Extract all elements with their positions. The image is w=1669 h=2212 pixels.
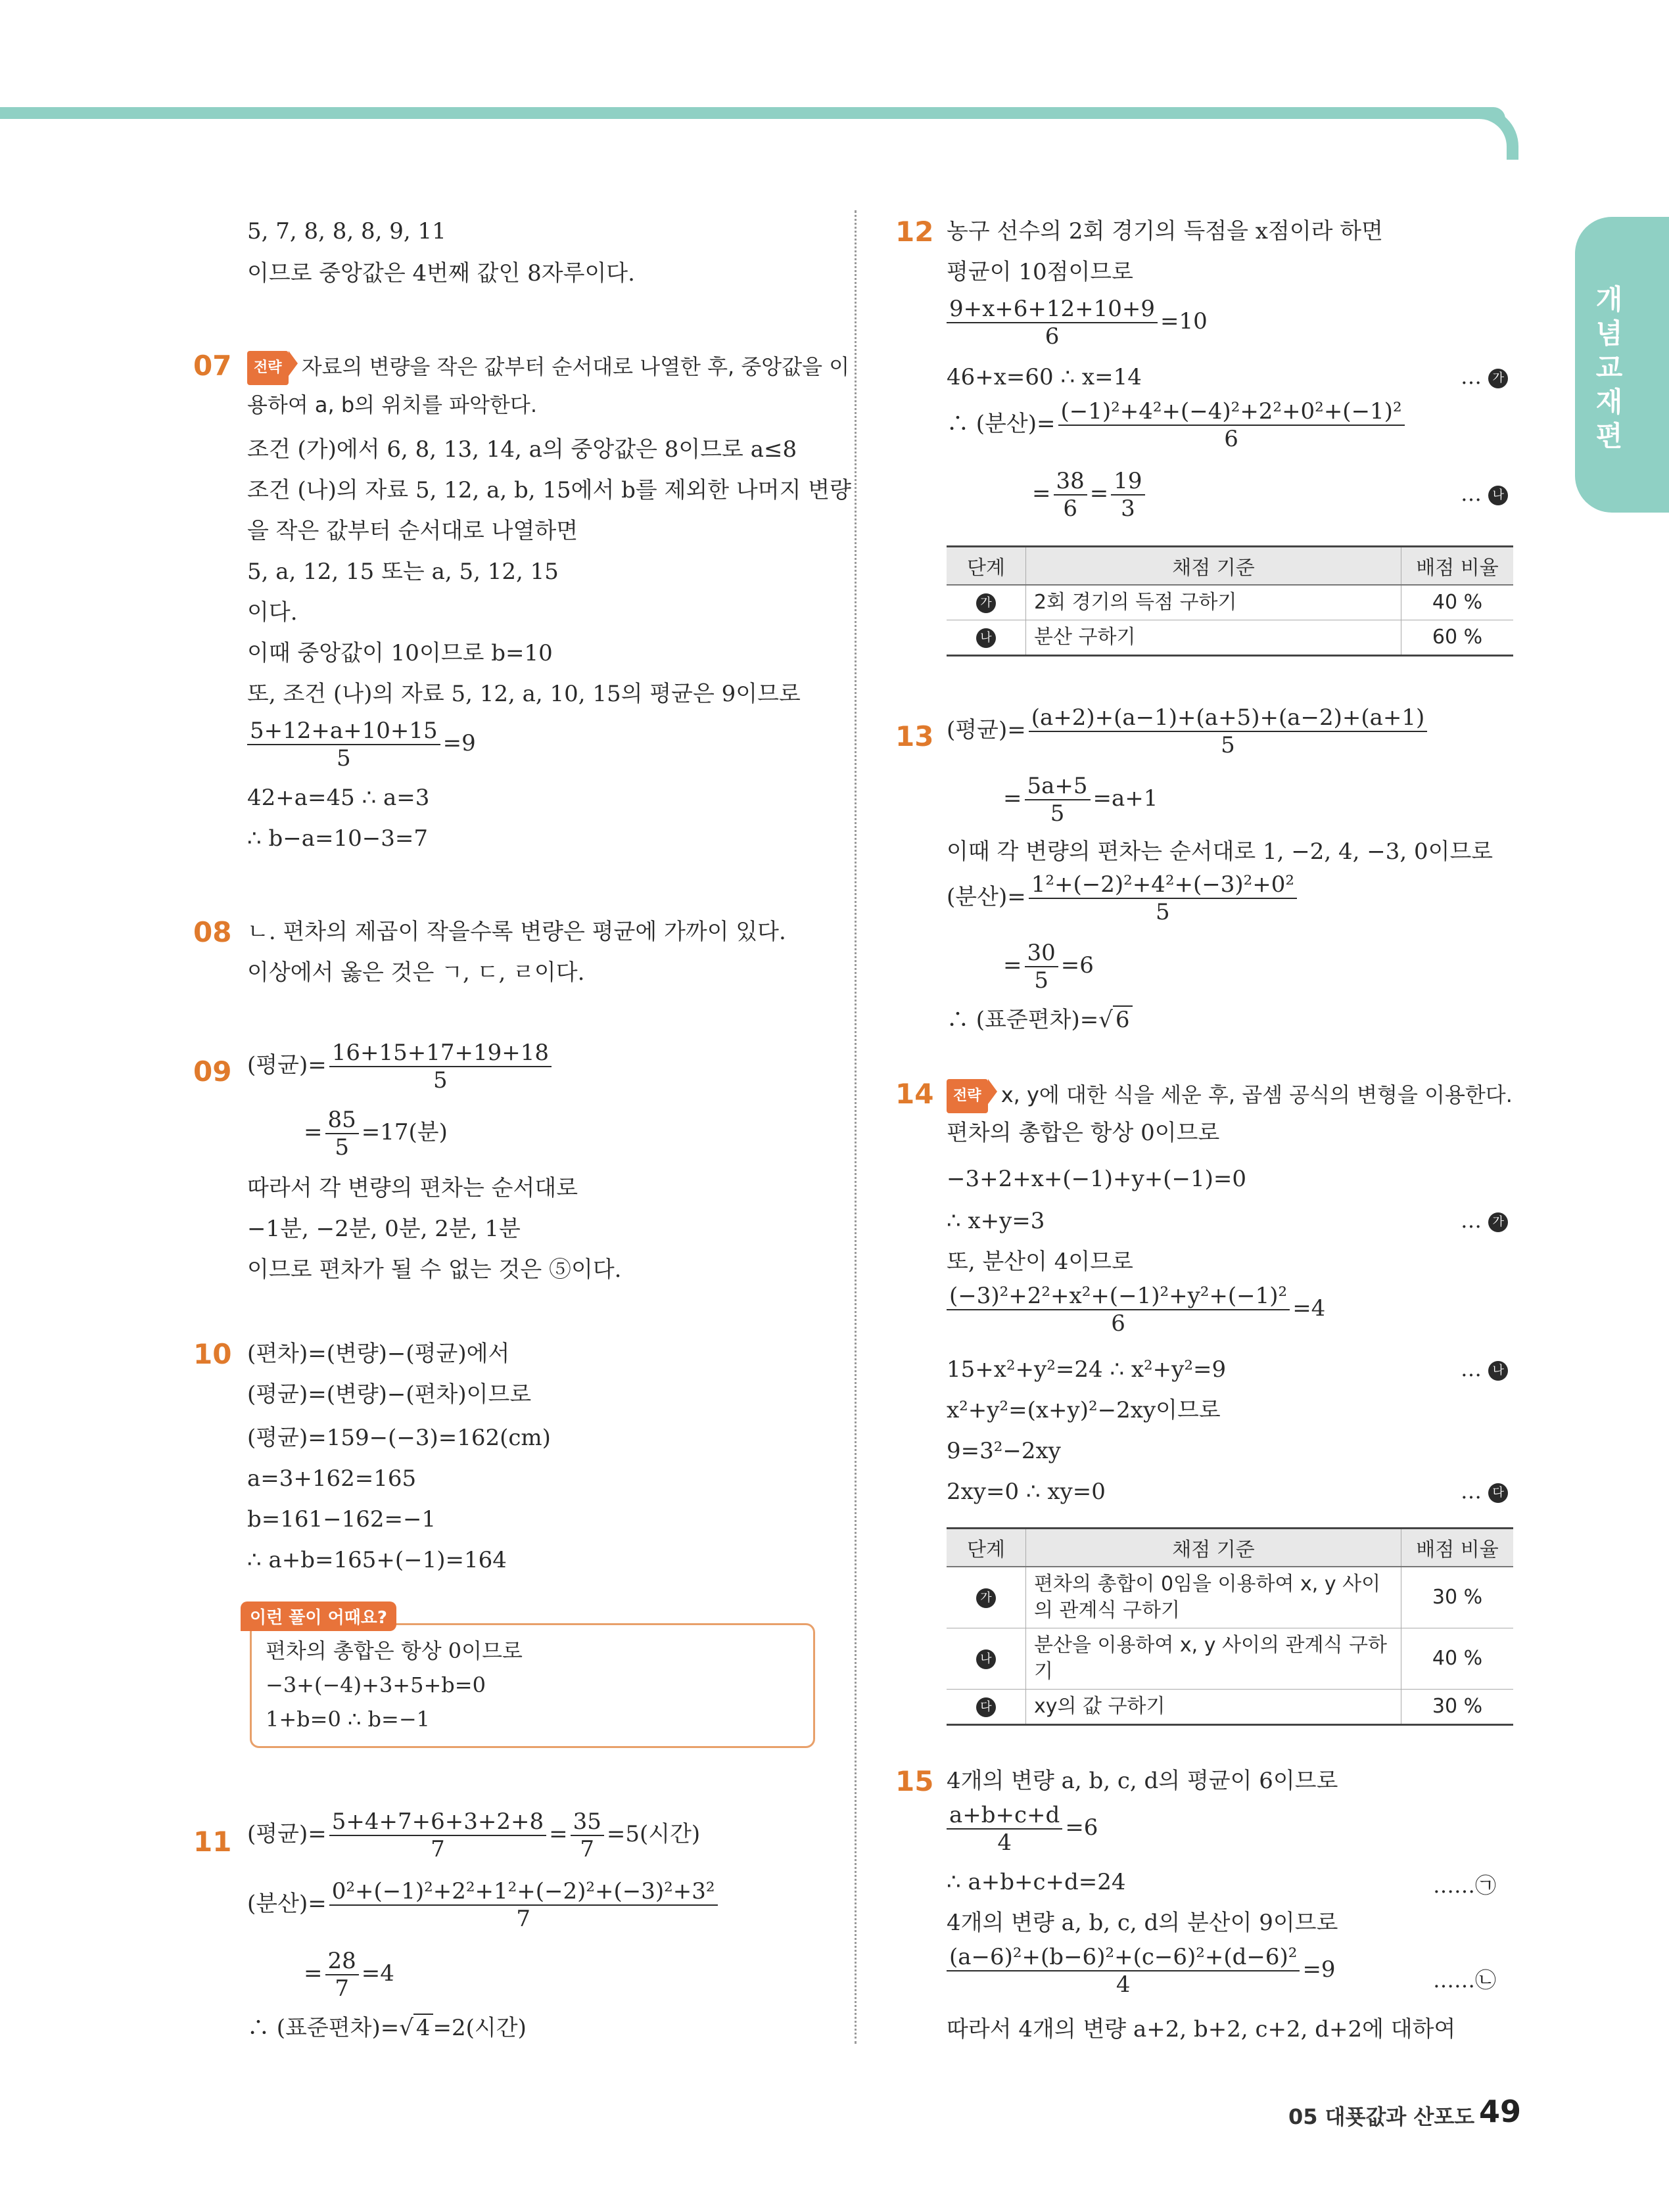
p15-line-4: 따라서 4개의 변량 a+2, b+2, c+2, d+2에 대하여 [947, 2016, 1456, 2042]
p12-score-table [947, 545, 1513, 657]
strategy-07-text: 자료의 변량을 작은 값부터 순서대로 나열한 후, 중앙값을 이 [301, 354, 850, 379]
problem-number-14: 14 [895, 1078, 934, 1110]
p12-fraction-3b: $\frac{19}{3}$ [1111, 468, 1144, 522]
table-cell: 분산을 이용하여 x, y 사이의 관계식 구하기 [1026, 1628, 1401, 1690]
p13-mean-line: (평균)= $\frac{(a+2)+(a-1)+(a+5)+(a-2)+(a+1)}{5}$ [947, 704, 1430, 758]
p09-fraction-2: $\frac{85}{5}$ [325, 1107, 359, 1161]
p15-mark-1: ……㉠ [1433, 1873, 1497, 1898]
p11-variance-line: (분산)= $\frac{\text{0²+(−1)²+2²+1²+(−2)²+(−3)²+3²}}{7}$ [247, 1878, 720, 1932]
tip-line-3: 1+b=0 ∴ b=−1 [266, 1707, 430, 1732]
problem-number-08: 08 [193, 916, 232, 948]
p07-fraction: $\frac{5+12+a+10+15}{5}$ [247, 718, 440, 772]
table-header: 배점 비율 [1401, 547, 1514, 586]
p13-std-line: ∴ (표준편차)=√ 6 [947, 1005, 1133, 1034]
step-mark-icon: 가 [976, 593, 996, 613]
table-cell: 60 % [1401, 620, 1514, 656]
p07-line-1: 조건 (가)에서 6, 8, 13, 14, a의 중앙값은 8이므로 a≤8 [247, 436, 797, 463]
p07-line-8: 42+a=45 ∴ a=3 [247, 785, 430, 811]
p15-line-3: 4개의 변량 a, b, c, d의 분산이 9이므로 [947, 1910, 1338, 1936]
p09-line-2: −1분, −2분, 0분, 2분, 1분 [247, 1216, 521, 1242]
p11-fraction-1b: $\frac{35}{7}$ [571, 1809, 604, 1862]
p13-variance-line: (분산)= $\frac{\text{1²+(−2)²+4²+(−3)²+0²}}{5}$ [947, 871, 1300, 925]
table-header: 단계 [947, 547, 1026, 586]
p12-fraction-3a: $\frac{38}{6}$ [1054, 468, 1087, 522]
p09-result-line: = $\frac{85}{5}$ =17(분) [304, 1107, 448, 1161]
p07-line-6: 이때 중앙값이 10이므로 b=10 [247, 640, 553, 666]
problem-number-10: 10 [193, 1338, 232, 1370]
p09-line-1: 따라서 각 변량의 편차는 순서대로 [247, 1175, 578, 1201]
step-mark-icon: 다 [1488, 1483, 1508, 1503]
problem-number-09: 09 [193, 1055, 232, 1088]
p07-line-9: ∴ b−a=10−3=7 [247, 825, 428, 852]
p14-line-3: ∴ x+y=3 [947, 1208, 1045, 1234]
p13-fraction-3: $\frac{\text{1²+(−2)²+4²+(−3)²+0²}}{5}$ [1029, 871, 1297, 925]
p15-fraction-line-1: $\frac{a+b+c+d}{4}$ =6 [944, 1802, 1098, 1856]
p08-line-2: 이상에서 옳은 것은 ㄱ, ㄷ, ㄹ이다. [247, 959, 585, 986]
p09-fraction-1: $\frac{16+15+17+19+18}{5}$ [329, 1040, 552, 1094]
table-cell: 분산 구하기 [1026, 620, 1401, 656]
p12-mark-2: … 나 [1461, 481, 1508, 506]
p15-line-2: ∴ a+b+c+d=24 [947, 1869, 1126, 1895]
p12-variance-line: ∴ (분산)= $\frac{\text{(−1)²+4²+(−4)²+2²+0²+(−1)²}}{6}$ [947, 398, 1407, 452]
p14-line-6: x²+y²=(x+y)²−2xy이므로 [947, 1397, 1221, 1423]
step-mark-icon: 나 [1488, 486, 1508, 505]
p13-mean-result: = $\frac{5a+5}{5}$ =a+1 [1003, 773, 1158, 827]
tip-label: 이런 풀이 어때요? [241, 1601, 396, 1631]
chapter-footer: 05 대푯값과 산포도 [1288, 2104, 1475, 2129]
intro-line-1: 5, 7, 8, 8, 8, 9, 11 [247, 218, 446, 244]
p13-fraction-4: $\frac{30}{5}$ [1025, 940, 1058, 994]
tip-line-1: 편차의 총합은 항상 0이므로 [266, 1638, 523, 1663]
strategy-badge: 전략 [247, 351, 289, 385]
table-cell: 편차의 총합이 0임을 이용하여 x, y 사이의 관계식 구하기 [1026, 1567, 1401, 1628]
p14-line-5: 15+x²+y²=24 ∴ x²+y²=9 [947, 1356, 1227, 1383]
p12-fraction-2: $\frac{\text{(−1)²+4²+(−4)²+2²+0²+(−1)²}}{6}$ [1058, 398, 1405, 452]
p10-line-1: (편차)=(변량)−(평균)에서 [247, 1341, 510, 1367]
p14-fraction-1: $\frac{\text{(−3)²+2²+x²+(−1)²+y²+(−1)²}}{6}$ [947, 1283, 1290, 1337]
side-tab-label: 개념교재편 [1595, 283, 1623, 452]
problem-number-12: 12 [895, 216, 934, 248]
intro-line-2: 이므로 중앙값은 4번째 값인 8자루이다. [247, 260, 635, 287]
p12-variance-result: = $\frac{38}{6}$ = $\frac{19}{3}$ [1032, 468, 1148, 522]
top-bar [0, 107, 1505, 119]
p10-line-4: a=3+162=165 [247, 1465, 417, 1492]
problem-number-07: 07 [193, 350, 232, 382]
step-mark-icon: 나 [976, 628, 996, 648]
table-row [947, 1628, 1513, 1690]
p14-line-2: −3+2+x+(−1)+y+(−1)=0 [947, 1166, 1246, 1192]
step-mark-icon: 나 [1488, 1361, 1508, 1381]
p14-line-8: 2xy=0 ∴ xy=0 [947, 1479, 1106, 1505]
p14-mark-1: … 가 [1461, 1208, 1508, 1233]
table-header: 채점 기준 [1026, 547, 1401, 586]
p14-mark-3: … 다 [1461, 1479, 1508, 1504]
column-divider [855, 210, 857, 2044]
p11-fraction-2: $\frac{\text{0²+(−1)²+2²+1²+(−2)²+(−3)²+3²}}{7}$ [329, 1878, 718, 1932]
table-header: 채점 기준 [1026, 1529, 1401, 1567]
p11-fraction-1: $\frac{5+4+7+6+3+2+8}{7}$ [329, 1809, 546, 1862]
p07-line-2: 조건 (나)의 자료 5, 12, a, b, 15에서 b를 제외한 나머지 변량 [247, 477, 851, 503]
step-mark-icon: 다 [976, 1697, 996, 1717]
table-row [947, 1690, 1513, 1725]
table-header: 배점 비율 [1401, 1529, 1514, 1567]
table-cell: xy의 값 구하기 [1026, 1690, 1401, 1725]
p13-variance-result: = $\frac{30}{5}$ =6 [1003, 940, 1094, 994]
p12-fraction-line: $\frac{9+x+6+12+10+9}{6}$ =10 [944, 296, 1208, 350]
p12-line-3: 46+x=60 ∴ x=14 [947, 364, 1142, 390]
p10-line-6: ∴ a+b=165+(−1)=164 [247, 1547, 507, 1573]
p07-line-3: 을 작은 값부터 순서대로 나열하면 [247, 518, 578, 544]
p15-fraction-1: $\frac{a+b+c+d}{4}$ [947, 1802, 1062, 1856]
problem-number-13: 13 [895, 720, 934, 752]
table-row [947, 1567, 1513, 1628]
p15-mark-2: ……㉡ [1433, 1968, 1497, 1993]
top-bar-curve [1466, 107, 1518, 160]
p08-line-1: ㄴ. 편차의 제곱이 작을수록 변량은 평균에 가까이 있다. [247, 919, 786, 945]
p12-mark-1: … 가 [1461, 364, 1508, 389]
p14-mark-2: … 나 [1461, 1356, 1508, 1381]
p14-line-1: 편차의 총합은 항상 0이므로 [947, 1120, 1220, 1146]
p13-fraction-1: $\frac{(a+2)+(a-1)+(a+5)+(a-2)+(a+1)}{5}$ [1029, 704, 1428, 758]
p07-line-7: 또, 조건 (나)의 자료 5, 12, a, 10, 15의 평균은 9이므로 [247, 681, 801, 707]
p13-line-1: 이때 각 변량의 편차는 순서대로 1, −2, 4, −3, 0이므로 [947, 839, 1493, 865]
problem-number-15: 15 [895, 1765, 934, 1797]
p10-line-5: b=161−162=−1 [247, 1506, 436, 1532]
p07-line-5: 이다. [247, 599, 298, 626]
table-cell: 30 % [1401, 1567, 1514, 1628]
p13-fraction-2: $\frac{5a+5}{5}$ [1025, 773, 1091, 827]
p14-line-4: 또, 분산이 4이므로 [947, 1249, 1133, 1275]
p11-fraction-3: $\frac{28}{7}$ [325, 1948, 359, 2002]
table-cell: 40 % [1401, 585, 1514, 620]
strategy-14-text: x, y에 대한 식을 세운 후, 곱셈 공식의 변형을 이용한다. [1000, 1082, 1513, 1107]
p15-fraction-line-2: $\frac{\text{(a−6)²+(b−6)²+(c−6)²+(d−6)²}}{4}$ =9 [944, 1944, 1336, 1998]
p09-mean-line: (평균)= $\frac{16+15+17+19+18}{5}$ [247, 1040, 554, 1094]
step-mark-icon: 나 [976, 1649, 996, 1669]
table-row [947, 620, 1513, 656]
p11-std-line: ∴ (표준편차)=√ 4 =2(시간) [247, 2015, 527, 2041]
table-cell: 30 % [1401, 1690, 1514, 1725]
p15-fraction-2: $\frac{\text{(a−6)²+(b−6)²+(c−6)²+(d−6)²}}{4}$ [947, 1944, 1300, 1998]
p09-line-3: 이므로 편차가 될 수 없는 것은 ⑤이다. [247, 1256, 622, 1283]
table-header: 단계 [947, 1529, 1026, 1567]
p14-line-7: 9=3²−2xy [947, 1438, 1061, 1464]
step-mark-icon: 가 [1488, 369, 1508, 388]
table-row [947, 585, 1513, 620]
p11-mean-line: (평균)= $\frac{5+4+7+6+3+2+8}{7}$ = $\frac{35}{7}$ =5(시간) [247, 1809, 701, 1862]
p15-line-1: 4개의 변량 a, b, c, d의 평균이 6이므로 [947, 1768, 1338, 1794]
table-cell: 40 % [1401, 1628, 1514, 1690]
step-mark-icon: 가 [1488, 1212, 1508, 1232]
p11-variance-result: = $\frac{28}{7}$ =4 [304, 1948, 394, 2002]
p07-line-4: 5, a, 12, 15 또는 a, 5, 12, 15 [247, 559, 559, 585]
p12-line-2: 평균이 10점이므로 [947, 259, 1133, 285]
page-number: 49 [1479, 2094, 1522, 2129]
p12-fraction-1: $\frac{9+x+6+12+10+9}{6}$ [947, 296, 1158, 350]
strategy-badge: 전략 [947, 1079, 988, 1113]
strategy-14 [947, 1079, 1513, 1113]
problem-number-11: 11 [193, 1826, 232, 1858]
p14-score-table [947, 1527, 1513, 1726]
p10-line-2: (평균)=(변량)−(편차)이므로 [247, 1381, 532, 1408]
tip-line-2: −3+(−4)+3+5+b=0 [266, 1672, 486, 1697]
step-mark-icon: 가 [976, 1588, 996, 1608]
p12-line-1: 농구 선수의 2회 경기의 득점을 x점이라 하면 [947, 218, 1383, 244]
table-cell: 2회 경기의 득점 구하기 [1026, 585, 1401, 620]
p07-fraction-line: $\frac{5+12+a+10+15}{5}$ =9 [245, 718, 476, 772]
p10-line-3: (평균)=159−(−3)=162(cm) [247, 1425, 551, 1451]
strategy-07 [247, 351, 849, 385]
strategy-07-text-2: 용하여 a, b의 위치를 파악한다. [247, 392, 537, 417]
p14-fraction-line: $\frac{\text{(−3)²+2²+x²+(−1)²+y²+(−1)²}}{6}$ =4 [944, 1283, 1325, 1337]
